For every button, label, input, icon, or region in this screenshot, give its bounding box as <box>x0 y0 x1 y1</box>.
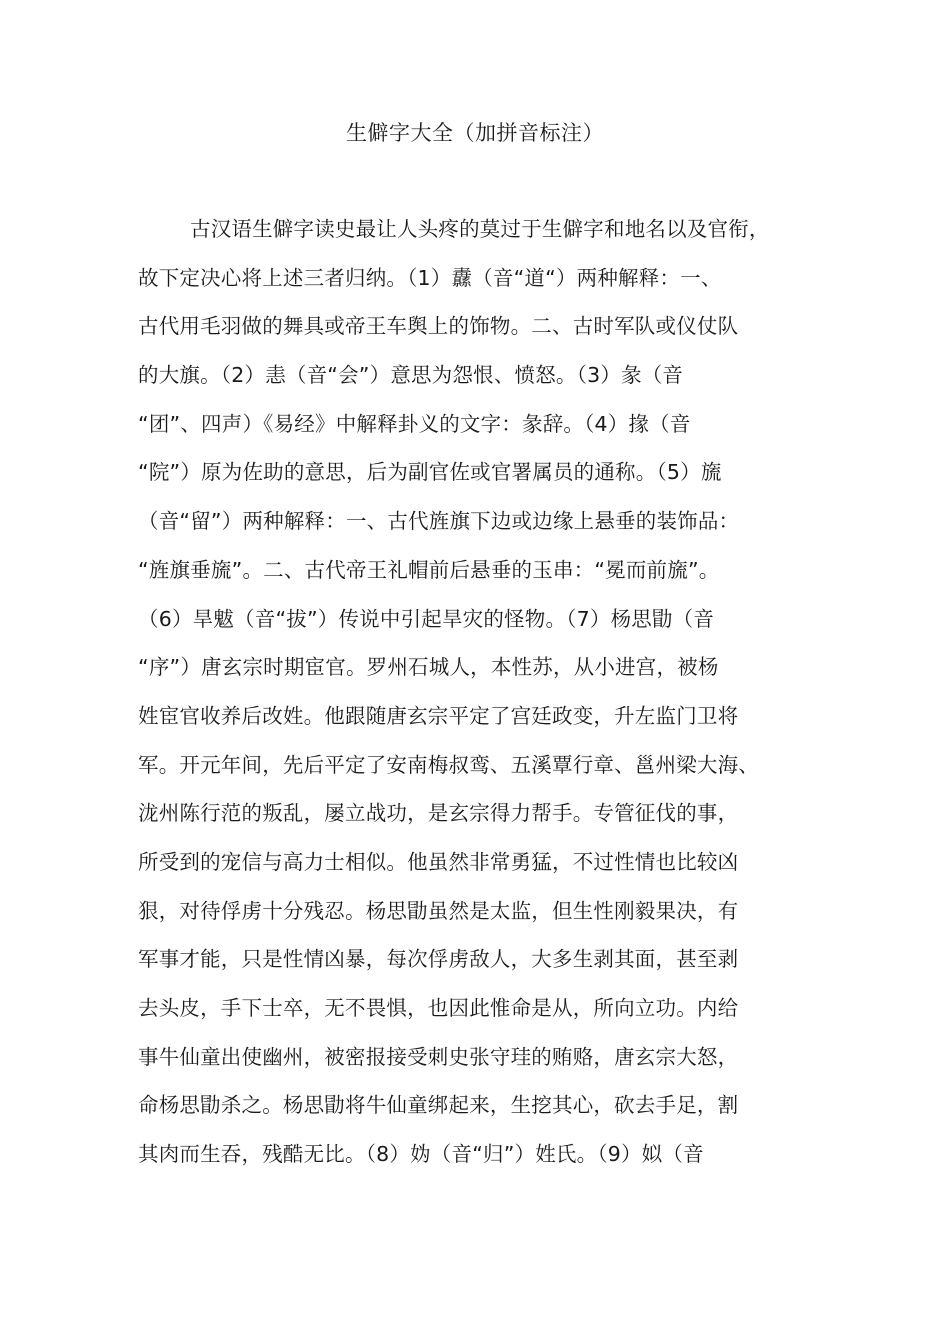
text-line: “序”）唐玄宗时期宦官。罗州石城人，本性苏，从小进宫，被杨 <box>138 655 719 680</box>
text-line: 故下定决心将上述三者归纳。（1）纛（音“道“）两种解释：一、 <box>138 265 722 290</box>
text-line: 事牛仙童出使幽州，被密报接受刺史张守珪的贿赂，唐玄宗大怒， <box>138 1044 739 1069</box>
text-line: 其肉而生吞，残酷无比。（8）妫（音“归”）姓氏。（9）姒（音 <box>138 1142 704 1167</box>
text-line: “旌旗垂旒”。二、古代帝王礼帽前后悬垂的玉串：“冕而前旒”。 <box>138 557 720 582</box>
text-line: 命杨思勖杀之。杨思勖将牛仙童绑起来，生挖其心，砍去手足，割 <box>138 1093 739 1118</box>
page-title: 生僻字大全（加拼音标注） <box>346 121 604 145</box>
text-line: （6）旱魃（音“拔”）传说中引起旱灾的怪物。（7）杨思勖（音 <box>138 606 715 631</box>
text-line: 泷州陈行范的叛乱，屡立战功，是玄宗得力帮手。专管征伐的事， <box>138 801 739 826</box>
text-line: “团”、四声）《易经》中解释卦义的文字：彖辞。（4）掾（音 <box>138 411 691 436</box>
text-line: 的大旗。（2）恚（音“会”）意思为怨恨、愤怒。（3）彖（音 <box>138 363 684 388</box>
text-line: 狠，对待俘虏十分残忍。杨思勖虽然是太监，但生性刚毅果决，有 <box>138 898 739 923</box>
text-line: 所受到的宠信与高力士相似。他虽然非常勇猛，不过性情也比较凶 <box>138 849 739 874</box>
text-line: 去头皮，手下士卒，无不畏惧，也因此惟命是从，所向立功。内给 <box>138 996 739 1020</box>
text-line: 军事才能，只是性情凶暴，每次俘虏敌人，大多生剥其面，甚至剥 <box>138 947 739 972</box>
text-line: 古代用毛羽做的舞具或帝王车舆上的饰物。二、古时军队或仪仗队 <box>138 314 739 339</box>
text-line: 古汉语生僻字读史最让人头疼的莫过于生僻字和地名以及官衔， <box>190 217 770 241</box>
text-line: （音“留”）两种解释：一、古代旌旗下边或边缘上悬垂的装饰品： <box>138 509 740 534</box>
text-line: “院”）原为佐助的意思，后为副官佐或官署属员的通称。（5）旒 <box>138 460 722 485</box>
text-line: 姓宦官收养后改姓。他跟随唐玄宗平定了宫廷政变，升左监门卫将 <box>138 703 739 728</box>
text-line: 军。开元年间，先后平定了安南梅叔鸾、五溪覃行章、邕州梁大海、 <box>138 752 759 777</box>
body-paragraph <box>138 205 818 1179</box>
